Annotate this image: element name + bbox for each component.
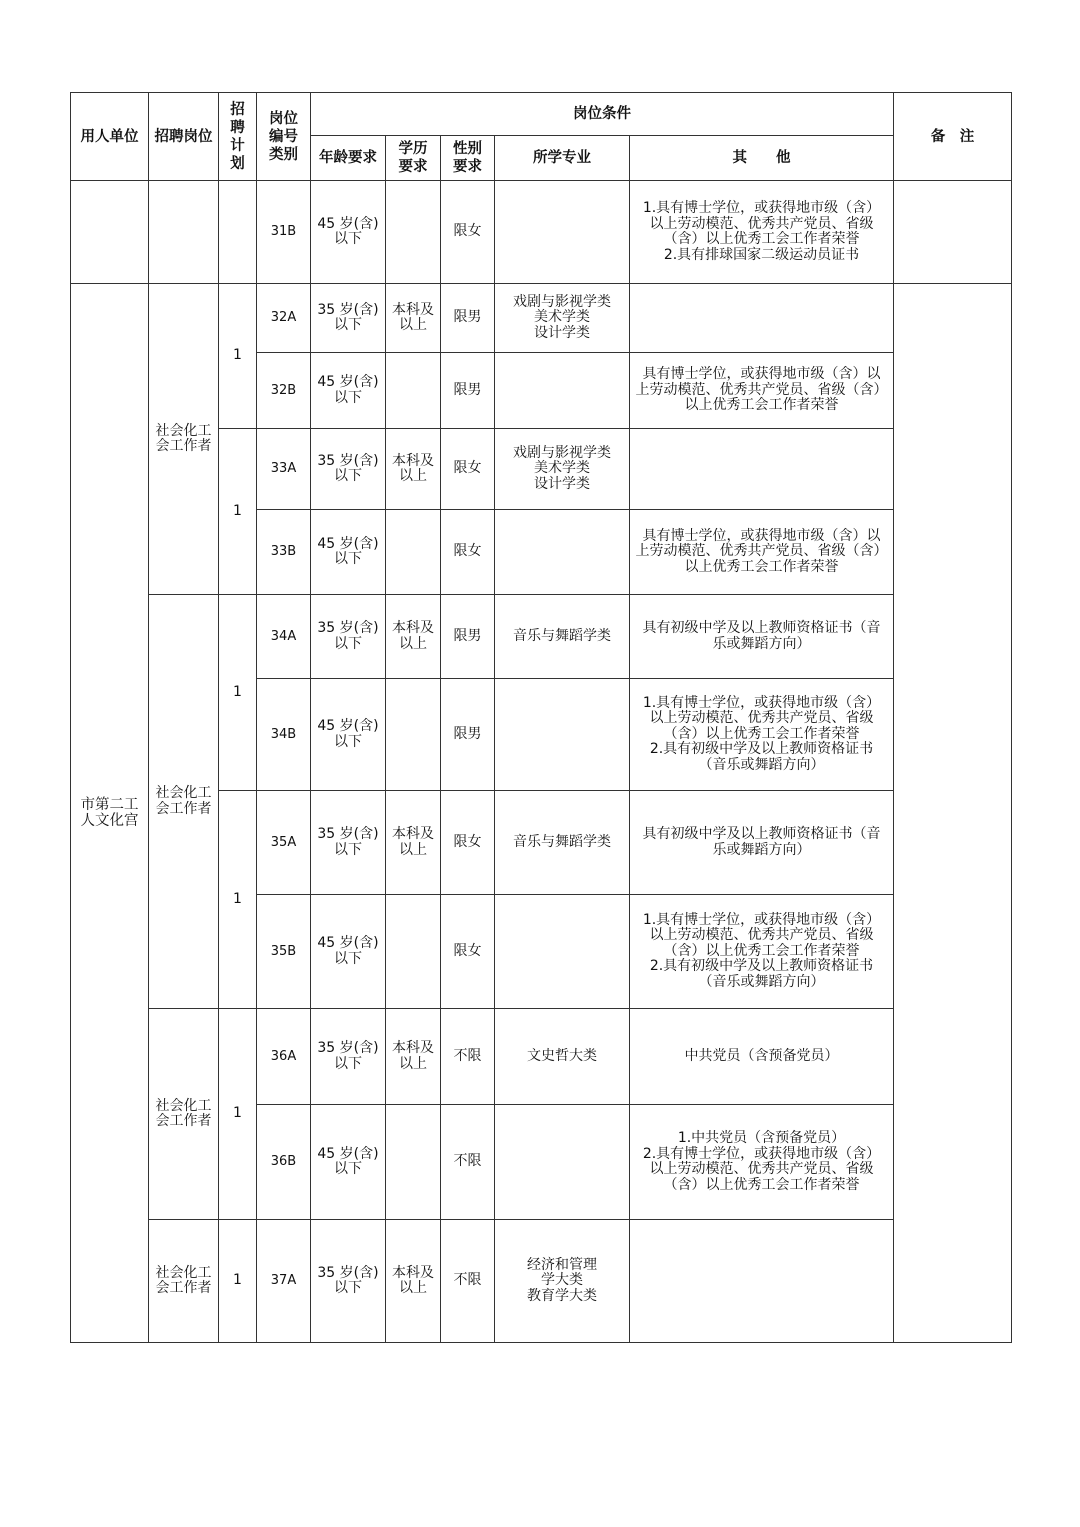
table-row [71,1220,1012,1343]
post-name: 社会化工 会工作者 [149,1220,219,1343]
plan-cell-empty [219,181,257,284]
post-name: 社会化工 会工作者 [149,595,219,1009]
age-cell: 45 岁(含) 以下 [311,353,386,429]
other-cell: 中共党员（含预备党员） [630,1009,894,1105]
edu-cell: 本科及 以上 [386,1009,441,1105]
edu-cell [386,1105,441,1220]
gender-cell: 限男 [441,284,495,353]
other-cell [630,284,894,353]
gender-cell: 限女 [441,429,495,510]
gender-cell: 限女 [441,181,495,284]
other-cell: 具有初级中学及以上教师资格证书（音 乐或舞蹈方向） [630,595,894,679]
plan-count: 1 [219,595,257,791]
table-row [71,284,1012,353]
age-cell: 45 岁(含) 以下 [311,1105,386,1220]
header-other: 其 他 [630,136,894,181]
code-cell: 33B [257,510,311,595]
code-cell: 36A [257,1009,311,1105]
unit-cell-empty [71,181,149,284]
age-cell: 35 岁(含) 以下 [311,595,386,679]
header-remark: 备 注 [894,93,1012,181]
other-cell: 1.具有博士学位，或获得地市级（含） 以上劳动模范、优秀共产党员、省级 （含）以上优秀工会工作者荣誉 2.具有初级中学及以上教师资格证书 （音乐或舞蹈方向） [630,895,894,1009]
gender-cell: 不限 [441,1105,495,1220]
unit-name: 市第二工 人文化宫 [71,284,149,1343]
edu-cell [386,679,441,791]
edu-cell [386,510,441,595]
header-post: 招聘岗位 [149,93,219,181]
header-plan: 招 聘 计 划 [219,93,257,181]
gender-cell: 不限 [441,1009,495,1105]
post-name: 社会化工 会工作者 [149,1009,219,1220]
major-cell: 戏剧与影视学类 美术学类 设计学类 [495,429,630,510]
major-cell: 戏剧与影视学类 美术学类 设计学类 [495,284,630,353]
age-cell: 45 岁(含) 以下 [311,181,386,284]
post-name: 社会化工 会工作者 [149,284,219,595]
header-age: 年龄要求 [311,136,386,181]
code-cell: 32B [257,353,311,429]
plan-count: 1 [219,791,257,1009]
code-cell: 34A [257,595,311,679]
other-cell: 具有博士学位，或获得地市级（含）以 上劳动模范、优秀共产党员、省级（含） 以上优秀工会工作者荣誉 [630,510,894,595]
other-cell: 1.具有博士学位，或获得地市级（含） 以上劳动模范、优秀共产党员、省级 （含）以上优秀工会工作者荣誉 2.具有排球国家二级运动员证书 [630,181,894,284]
table-row [71,181,1012,284]
edu-cell: 本科及 以上 [386,1220,441,1343]
table-row [71,595,1012,679]
gender-cell: 限男 [441,679,495,791]
header-unit: 用人单位 [71,93,149,181]
remark-cell [894,284,1012,1343]
header-edu: 学历 要求 [386,136,441,181]
plan-count: 1 [219,1009,257,1220]
edu-cell: 本科及 以上 [386,429,441,510]
gender-cell: 限女 [441,895,495,1009]
other-cell: 具有初级中学及以上教师资格证书（音 乐或舞蹈方向） [630,791,894,895]
edu-cell: 本科及 以上 [386,595,441,679]
major-cell [495,181,630,284]
age-cell: 35 岁(含) 以下 [311,791,386,895]
code-cell: 31B [257,181,311,284]
recruitment-table [70,92,1012,1343]
code-cell: 35B [257,895,311,1009]
other-cell [630,1220,894,1343]
age-cell: 45 岁(含) 以下 [311,679,386,791]
code-cell: 36B [257,1105,311,1220]
code-cell: 37A [257,1220,311,1343]
gender-cell: 限女 [441,510,495,595]
major-cell [495,679,630,791]
edu-cell [386,353,441,429]
age-cell: 35 岁(含) 以下 [311,429,386,510]
major-cell [495,895,630,1009]
other-cell [630,429,894,510]
other-cell: 1.中共党员（含预备党员） 2.具有博士学位，或获得地市级（含） 以上劳动模范、优秀共产党员、省级 （含）以上优秀工会工作者荣誉 [630,1105,894,1220]
gender-cell: 限男 [441,595,495,679]
header-gender: 性别 要求 [441,136,495,181]
gender-cell: 限男 [441,353,495,429]
major-cell [495,510,630,595]
age-cell: 35 岁(含) 以下 [311,1220,386,1343]
other-cell: 具有博士学位，或获得地市级（含）以 上劳动模范、优秀共产党员、省级（含） 以上优秀工会工作者荣誉 [630,353,894,429]
gender-cell: 不限 [441,1220,495,1343]
plan-count: 1 [219,429,257,595]
table-row [71,1009,1012,1105]
major-cell [495,353,630,429]
edu-cell: 本科及 以上 [386,284,441,353]
header-code: 岗位 编号 类别 [257,93,311,181]
age-cell: 45 岁(含) 以下 [311,510,386,595]
age-cell: 35 岁(含) 以下 [311,1009,386,1105]
code-cell: 35A [257,791,311,895]
major-cell: 音乐与舞蹈学类 [495,791,630,895]
code-cell: 33A [257,429,311,510]
gender-cell: 限女 [441,791,495,895]
post-cell-empty [149,181,219,284]
header-major: 所学专业 [495,136,630,181]
age-cell: 35 岁(含) 以下 [311,284,386,353]
major-cell: 经济和管理 学大类 教育学大类 [495,1220,630,1343]
major-cell: 文史哲大类 [495,1009,630,1105]
major-cell [495,1105,630,1220]
plan-count: 1 [219,1220,257,1343]
remark-cell [894,181,1012,284]
major-cell: 音乐与舞蹈学类 [495,595,630,679]
plan-count: 1 [219,284,257,429]
edu-cell: 本科及 以上 [386,791,441,895]
header-conditions: 岗位条件 [311,93,894,136]
other-cell: 1.具有博士学位，或获得地市级（含） 以上劳动模范、优秀共产党员、省级 （含）以上优秀工会工作者荣誉 2.具有初级中学及以上教师资格证书 （音乐或舞蹈方向） [630,679,894,791]
code-cell: 32A [257,284,311,353]
code-cell: 34B [257,679,311,791]
age-cell: 45 岁(含) 以下 [311,895,386,1009]
edu-cell [386,181,441,284]
edu-cell [386,895,441,1009]
